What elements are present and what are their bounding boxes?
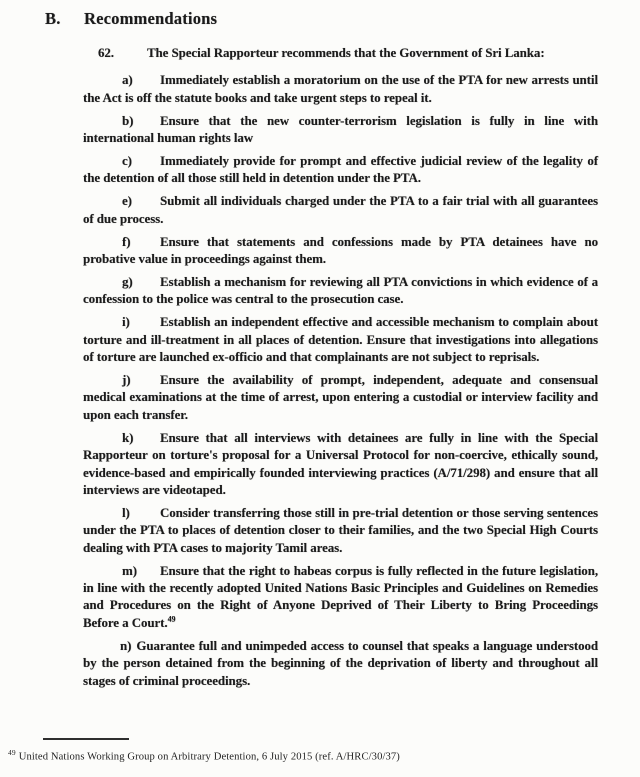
item-text: Ensure that statements and confessions made by PTA detainees have no probative value in proceedings against them. — [83, 234, 598, 267]
item-text: Ensure the availability of prompt, independent, adequate and consensual medical examinations at the time of arrest, upon entering a custodial or interview facility and upon each transfer. — [83, 373, 598, 422]
intro-paragraph — [83, 45, 598, 62]
recommendation-item — [83, 72, 598, 107]
section-letter: B. — [45, 9, 61, 28]
recommendation-item — [83, 430, 598, 500]
item-letter: a) — [122, 73, 133, 88]
item-text: Establish an independent effective and accessible mechanism to complain about torture and ill-treatment in all places of detention. Ensure that investigations into allegations of torture are launched ex-officio and that complainants are not subject to reprisals. — [83, 315, 598, 365]
recommendation-item — [83, 638, 598, 690]
recommendation-item — [83, 113, 598, 148]
footnote-marker: 49 — [8, 748, 16, 757]
recommendation-item — [83, 153, 598, 188]
item-letter: n) — [120, 638, 132, 653]
item-text: Ensure that the right to habeas corpus is fully reflected in the future legislation, in line with the recently adopted United Nations Basic Principles and Guidelines on Remedies and Procedures on the Right of Anyone Deprived of Their Liberty to Bring Proceedings Before a Court. — [83, 563, 598, 630]
recommendation-item — [83, 234, 598, 269]
item-text: Submit all individuals charged under the PTA to a fair trial with all guarantees of due process. — [83, 194, 598, 226]
footnote-ref: 49 — [167, 614, 176, 624]
recommendation-item — [83, 314, 598, 366]
item-letter: g) — [122, 274, 133, 289]
recommendation-item — [83, 193, 598, 228]
recommendation-item — [83, 274, 598, 309]
item-letter: f) — [122, 234, 131, 249]
item-text: Establish a mechanism for reviewing all PTA convictions in which evidence of a confession to the police was central to the prosecution case. — [83, 274, 598, 307]
footnote-area — [8, 738, 488, 764]
item-letter: m) — [122, 563, 137, 578]
item-letter: i) — [122, 315, 130, 330]
item-text: Guarantee full and unimpeded access to counsel that speaks a language understood by the person detained from the beginning of the deprivation of liberty and throughout all stages of criminal proceedings. — [83, 638, 598, 688]
item-text: Immediately provide for prompt and effective judicial review of the legality of the detention of all those still held in detention under the PTA. — [83, 154, 598, 186]
item-letter: l) — [122, 505, 130, 520]
recommendation-item — [83, 372, 598, 424]
item-text: Immediately establish a moratorium on the use of the PTA for new arrests until the Act is off the statute books and take urgent steps to repeal it. — [83, 73, 598, 105]
item-letter: j) — [122, 373, 131, 387]
footnote-separator — [43, 738, 129, 740]
item-text: Ensure that all interviews with detainees are fully in line with the Special Rapporteur on torture's proposal for a Universal Protocol for non-coercive, ethically sound, evidence-based and empirically founded interviewing practices (A/71/298) and ensure that all interviews are videotaped. — [83, 430, 598, 497]
recommendation-item — [83, 563, 598, 633]
item-letter: k) — [122, 430, 134, 445]
section-heading — [0, 0, 640, 29]
item-letter: b) — [122, 113, 134, 128]
section-title: Recommendations — [84, 9, 218, 28]
item-text: Ensure that the new counter-terrorism legislation is fully in line with international human rights law — [83, 113, 598, 146]
item-letter: e) — [122, 194, 132, 209]
recommendations-body — [0, 45, 640, 690]
footnote-text: United Nations Working Group on Arbitrary Detention, 6 July 2015 (ref. A/HRC/30/37) — [18, 751, 400, 763]
recommendation-list — [83, 72, 598, 690]
footnote — [8, 746, 488, 764]
paragraph-number: 62. — [98, 46, 114, 60]
item-text: Consider transferring those still in pre-trial detention or those serving sentences under the PTA to places of detention closer to their families, and the two Special High Courts dealing with PTA cases to majority Tamil areas. — [83, 505, 598, 555]
item-letter: c) — [122, 154, 132, 169]
recommendation-item — [83, 505, 598, 557]
intro-text: The Special Rapporteur recommends that the Government of Sri Lanka: — [147, 46, 545, 60]
